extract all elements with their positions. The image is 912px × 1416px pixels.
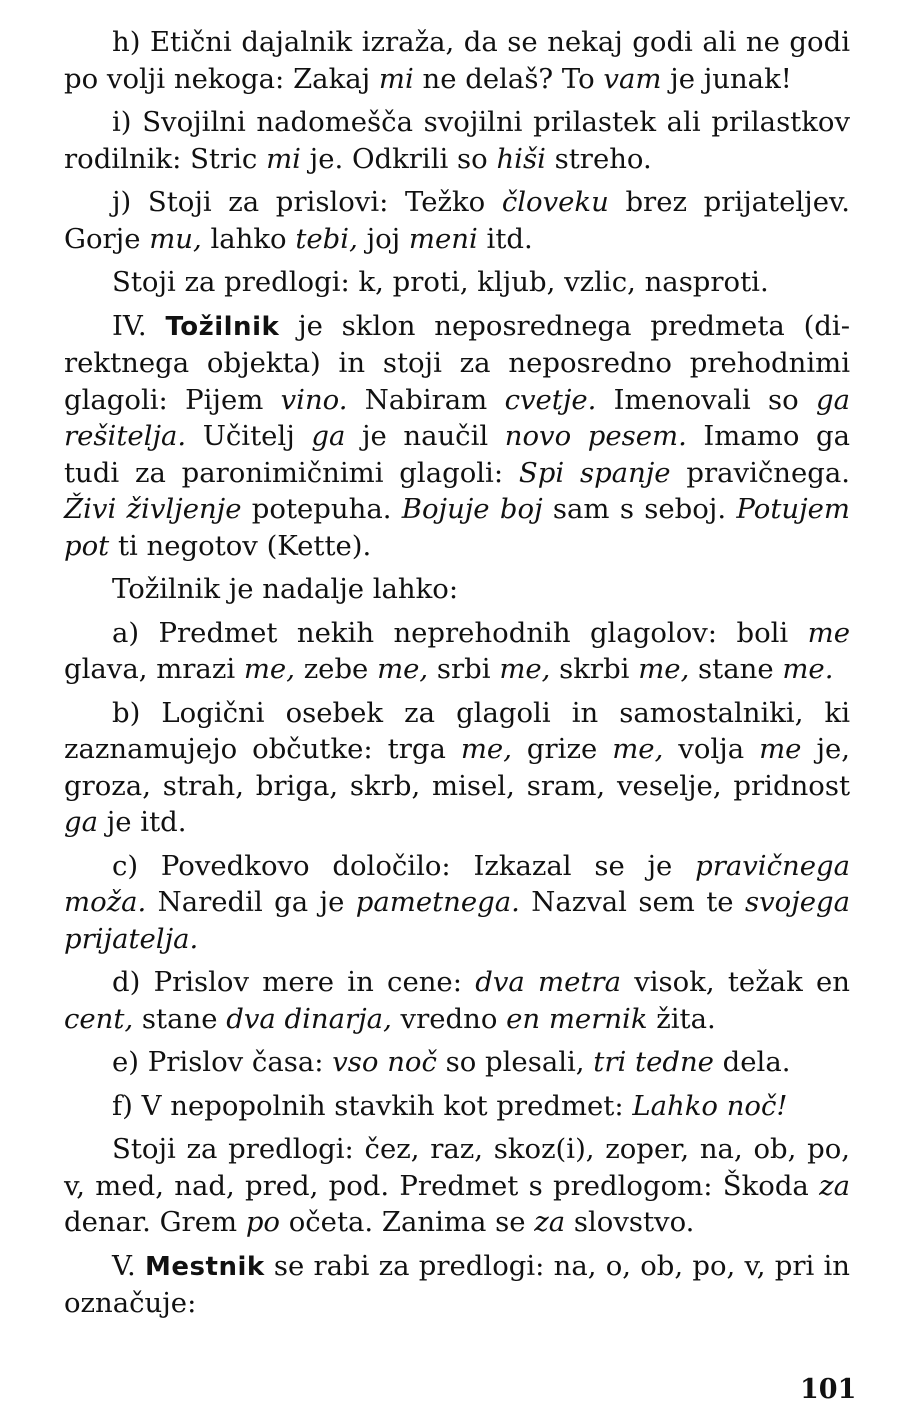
italic-example: me, xyxy=(460,733,512,765)
text-run: b) Logični osebek za glagoli in samostalniki, ki zaznamujejo občutke: trga xyxy=(64,696,850,765)
italic-example: Spi spanje xyxy=(518,456,671,489)
italic-example: Lahko noč! xyxy=(632,1089,788,1122)
text-run: srbi xyxy=(428,653,500,685)
text-run: je, groza, strah, briga, skrb, misel, sram, veselje, pridnost xyxy=(64,733,850,802)
italic-example: me, xyxy=(243,653,295,685)
text-run: joj xyxy=(357,222,409,255)
text-run: ti negotov (Kette). xyxy=(109,529,372,562)
italic-example: Potujem pot xyxy=(64,493,850,562)
italic-example: Bojuje boj xyxy=(401,493,543,525)
text-run: Stoji za predlogi: k, proti, kljub, vzlic, nasproti. xyxy=(112,266,769,298)
text-run: Nabiram xyxy=(347,383,505,416)
italic-example: me. xyxy=(782,653,834,685)
text-run: d) Prislov mere in cene: xyxy=(112,966,476,998)
page-number: 101 xyxy=(800,1374,857,1405)
text-run: žita. xyxy=(647,1002,716,1035)
paragraph-v-locative xyxy=(64,1248,850,1322)
italic-example: mi xyxy=(378,62,414,95)
text-run: c) Povedkovo določilo: Izkazal se je xyxy=(112,849,696,882)
text-run: volja xyxy=(663,733,760,765)
italic-example: mu, xyxy=(149,222,202,255)
text-run: se rabi za predlogi: na, o, ob, po, v, pri in označuje: xyxy=(64,1249,850,1319)
text-run: je sklon neposrednega predmeta (direktnega objekta) in stoji za neposredno prehodnimi glagoli: Pijem xyxy=(64,309,850,416)
paragraph-accusative-prepositions xyxy=(64,1131,850,1241)
italic-example: meni xyxy=(408,222,478,255)
italic-example: mi xyxy=(266,142,301,175)
paragraph-d-measure xyxy=(64,964,850,1037)
text-run: je. Odkrili so xyxy=(300,142,497,175)
text-run: Imamo ga tudi za paronimičnimi glagoli: xyxy=(64,420,850,489)
text-run: stane xyxy=(689,653,783,685)
text-run: očeta. Zanima se xyxy=(279,1206,535,1238)
text-run: ne delaš? To xyxy=(413,62,604,95)
text-run: Tožilnik je nadalje lahko: xyxy=(112,573,459,605)
text-run: zebe xyxy=(294,653,378,685)
text-run: itd. xyxy=(477,222,533,255)
text-run: slovstvo. xyxy=(565,1206,695,1238)
paragraph-j-adverbs xyxy=(64,184,850,257)
body-text xyxy=(64,24,850,1329)
text-run: a) Predmet nekih neprehodnih glagolov: boli xyxy=(112,616,808,649)
text-run: je junak! xyxy=(661,62,792,95)
italic-example: en mernik xyxy=(506,1002,648,1035)
italic-example: ga xyxy=(311,420,346,452)
italic-example: svojega prijatelja. xyxy=(64,886,850,955)
text-run: je itd. xyxy=(98,806,187,838)
text-run: denar. Grem xyxy=(64,1206,246,1238)
text-run: brez prijateljev. Gorje xyxy=(64,186,850,255)
italic-example: cent, xyxy=(64,1002,134,1035)
italic-example: vino. xyxy=(280,383,348,416)
paragraph-dative-prepositions xyxy=(64,264,850,301)
italic-example: dva metra xyxy=(475,966,621,998)
italic-example: tebi, xyxy=(295,222,358,255)
italic-example: tri tedne xyxy=(593,1046,714,1078)
text-run: lahko xyxy=(201,222,296,255)
italic-example: pametnega. xyxy=(355,886,520,918)
italic-example: novo pesem. xyxy=(504,420,687,452)
text-run: h) Etični dajalnik izraža, da se nekaj godi ali ne godi po volji nekoga: Zakaj xyxy=(64,26,850,95)
text-run: vredno xyxy=(391,1002,507,1035)
text-run: Imenovali so xyxy=(596,383,816,416)
italic-example: cvetje. xyxy=(504,383,597,416)
text-run: i) Svojilni nadomešča svojilni prilastek ali prilastkov rodilnik: Stric xyxy=(64,106,850,175)
text-run: potepuha. xyxy=(241,493,402,525)
text-run: grize xyxy=(511,733,613,765)
paragraph-accusative-further xyxy=(64,571,850,608)
text-run: glava, mrazi xyxy=(64,653,244,685)
italic-example: dva dinarja, xyxy=(226,1002,392,1035)
text-run: IV. xyxy=(112,309,166,342)
text-run: pravičnega. xyxy=(670,456,850,489)
text-run: Nazval sem te xyxy=(519,886,745,918)
italic-example: hiši xyxy=(496,142,546,175)
case-heading: Tožilnik xyxy=(165,311,280,342)
italic-example: ga xyxy=(64,806,98,838)
paragraph-f-incomplete xyxy=(64,1088,850,1125)
text-run: j) Stoji za prislovi: Težko xyxy=(112,186,502,218)
text-run: so plesali, xyxy=(436,1046,594,1078)
italic-example: vam xyxy=(603,62,662,95)
paragraph-e-time xyxy=(64,1044,850,1081)
paragraph-h-ethical-dative xyxy=(64,24,850,97)
text-run: Stoji za predlogi: čez, raz, skoz(i), zoper, na, ob, po, v, med, nad, pred, pod. Predmet s predlogom: Škoda xyxy=(64,1133,850,1202)
italic-example: za xyxy=(819,1169,850,1202)
italic-example: Živi življenje xyxy=(64,493,242,525)
text-run: streho. xyxy=(545,142,652,175)
text-run: V. xyxy=(112,1249,146,1282)
text-run: je naučil xyxy=(345,420,505,452)
italic-example: me, xyxy=(499,653,551,685)
text-run: Učitelj xyxy=(186,420,312,452)
paragraph-iv-accusative xyxy=(64,308,850,565)
italic-example: ga rešitelja. xyxy=(64,383,850,452)
italic-example: za xyxy=(534,1206,566,1238)
text-run: visok, težak en xyxy=(620,966,850,998)
text-run: dela. xyxy=(713,1046,791,1078)
paragraph-a-object xyxy=(64,615,850,688)
text-run: skrbi xyxy=(550,653,639,685)
paragraph-c-predicative xyxy=(64,848,850,958)
italic-example: me xyxy=(759,733,802,765)
text-run: Naredil ga je xyxy=(146,886,356,918)
paragraph-i-possessive xyxy=(64,104,850,177)
paragraph-b-logical-subject xyxy=(64,695,850,841)
italic-example: po xyxy=(245,1206,280,1238)
italic-example: me, xyxy=(612,733,664,765)
italic-example: me xyxy=(807,616,850,649)
text-run: stane xyxy=(133,1002,227,1035)
italic-example: človeku xyxy=(501,186,609,218)
case-heading: Mestnik xyxy=(145,1251,265,1282)
italic-example: vso noč xyxy=(332,1046,437,1078)
text-run: sam s seboj. xyxy=(542,493,737,525)
italic-example: me, xyxy=(638,653,690,685)
italic-example: me, xyxy=(377,653,429,685)
text-run: f) V nepopolnih stavkih kot predmet: xyxy=(112,1089,633,1122)
italic-example: pravičnega moža. xyxy=(64,849,850,918)
text-run: e) Prislov časa: xyxy=(112,1046,333,1078)
